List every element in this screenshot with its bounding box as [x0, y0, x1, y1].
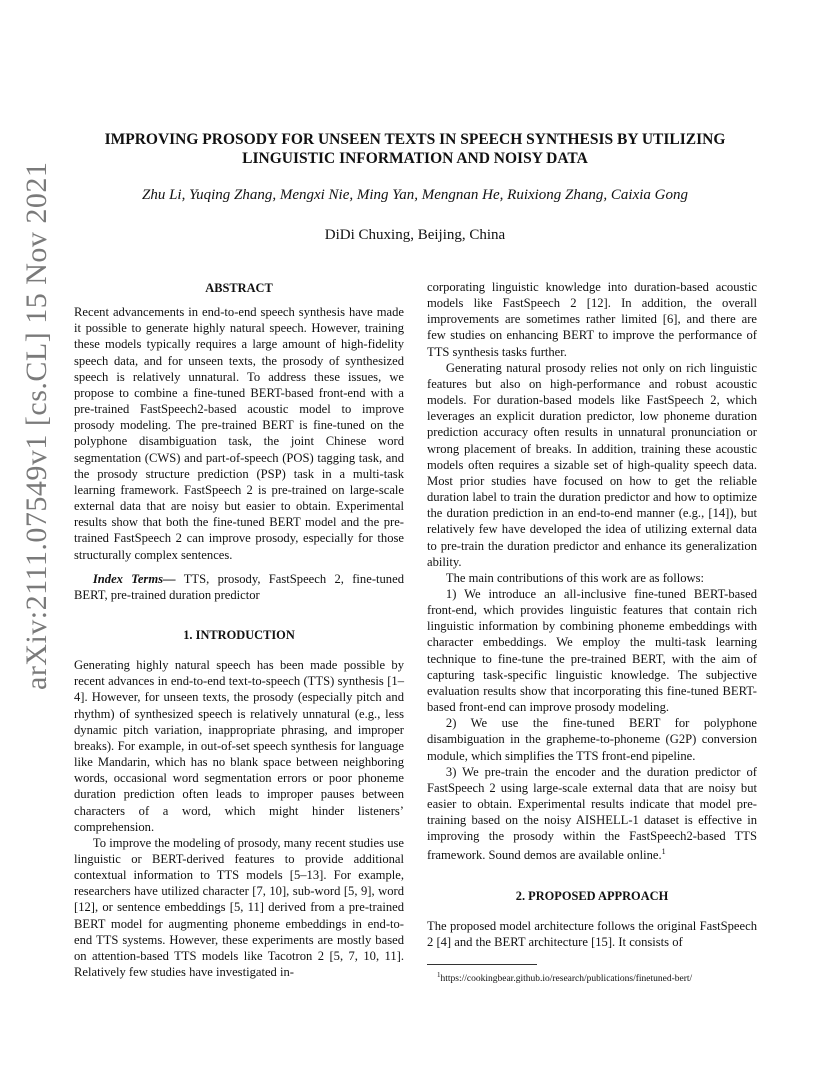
contributions-intro: The main contributions of this work are as follows: — [445, 570, 705, 585]
left-column — [74, 280, 404, 980]
approach-heading: 2. PROPOSED APPROACH — [515, 888, 669, 903]
intro-paragraph-2-continued: corporating linguistic knowledge into duration-based acoustic models like FastSpeech 2 [12]. In addition, the overall improvements are sometimes rather limited [6], and there are few studies on enhancing BERT to improve the performance of TTS synthesis tasks further. — [427, 280, 757, 359]
intro-paragraph-2: To improve the modeling of prosody, many recent studies use linguistic or BERT-derived features to provide additional contextual information to TTS models [5–13]. For example, researchers have utilized character [7, 10], sub-word [5, 9], word [12], or sentence embeddings [5, 11] derived from a pre-trained BERT model for augmenting phoneme embeddings in end-to-end TTS systems. However, these experiments are mostly based on attention-based TTS models like Tacotron 2 [5, 7, 10, 11]. Relatively few studies have investigated in- — [74, 835, 404, 980]
contribution-3-text: 3) We pre-train the encoder and the duration predictor of FastSpeech 2 using large-scale external data that are noisy but easier to obtain. Experimental results indicate that model pre-training based on the noisy AISHELL-1 dataset is effective in improving the prosody within the FastSpeech2-based TTS framework. Sound demos are available online. — [427, 764, 757, 863]
title-line-2: LINGUISTIC INFORMATION AND NOISY DATA — [242, 150, 588, 167]
contribution-2: 2) We use the fine-tuned BERT for polyphone disambiguation in the grapheme-to-phoneme (G2P) conversion module, which simplifies the TTS front-end pipeline. — [427, 716, 757, 763]
footnote-rule — [427, 964, 537, 965]
affiliation: DiDi Chuxing, Beijing, China — [324, 227, 506, 243]
abstract-heading: ABSTRACT — [205, 281, 273, 295]
contribution-1: 1) We introduce an all-inclusive fine-tuned BERT-based front-end, which provides linguistic features that contain rich linguistic information by combining phoneme embeddings with character embeddings. We employ the multi-task learning technique to fine-tune the pre-trained BERT, with the aim of capturing task-specific linguistic knowledge. The subjective evaluation results show that incorporating this fine-tuned BERT-based front-end can improve prosody modeling. — [427, 586, 757, 715]
title-line-1: IMPROVING PROSODY FOR UNSEEN TEXTS IN SPEECH SYNTHESIS BY UTILIZING — [104, 131, 726, 148]
intro-heading: 1. INTRODUCTION — [183, 627, 295, 642]
approach-paragraph: The proposed model architecture follows the original FastSpeech 2 [4] and the BERT architecture [15]. It consists of — [427, 918, 757, 950]
arxiv-stamp: arXiv:2111.07549v1 [cs.CL] 15 Nov 2021 — [20, 161, 53, 690]
index-terms-text: TTS, prosody, FastSpeech 2, fine-tuned BERT, pre-trained duration predictor — [74, 571, 404, 602]
footnote-url[interactable]: https://cookingbear.github.io/research/publications/finetuned-bert/ — [440, 974, 693, 985]
abstract-text: Recent advancements in end-to-end speech synthesis have made it possible to generate highly natural speech. However, training these models typically requires a large amount of high-fidelity speech data, and for unseen texts, the prosody of synthesized speech is relatively unnatural. To address these issues, we propose to combine a fine-tuned BERT-based front-end with a pre-trained FastSpeech2-based acoustic model to improve prosody modeling. The pre-trained BERT is fine-tuned on the polyphone disambiguation task, the joint Chinese word segmentation (CWS) and part-of-speech (POS) tagging task, and the prosody structure prediction (PSP) task in a multi-task learning framework. FastSpeech 2 is pre-trained on large-scale external data that are noisy but easier to obtain. Experimental results show that both the fine-tuned BERT model and the pre-trained FastSpeech 2 can improve prosody, especially for those structurally complex sentences. — [74, 305, 404, 562]
intro-paragraph-3: Generating natural prosody relies not only on rich linguistic features but also on high-performance and robust acoustic models. For duration-based models like FastSpeech 2, which leverages an explicit duration predictor, low phoneme duration prediction accuracy often results in unnatural pronunciation or wrong placement of breaks. In addition, training these acoustic models often requires a sizable set of high-quality speech data. Most prior studies have focused on how to get the reliable duration label to train the duration predictor and how to optimize the duration prediction in an end-to-end manner (e.g., [14]), but relatively few have developed the idea of utilizing external data to pre-train the duration predictor and enhance its generalization ability. — [427, 360, 757, 569]
right-column — [427, 279, 757, 985]
footnote — [427, 969, 757, 985]
footnote-marker[interactable]: 1 — [661, 847, 666, 857]
contribution-3 — [427, 764, 757, 864]
intro-paragraph-1: Generating highly natural speech has been made possible by recent advances in end-to-end text-to-speech (TTS) synthesis [1–4]. However, for unseen texts, the prosody (especially pitch and rhythm) of synthesized speech is relatively unnatural (e.g., less dynamic pitch variation, inappropriate phrasing, and improper breaks). For example, in out-of-set speech synthesis for language like Mandarin, which has no blank space between neighboring words, occasional word segmentation errors or poor phoneme duration prediction often leads to improper pauses between characters of a word, which might hinder listeners’ comprehension. — [74, 658, 404, 834]
footnote-mark: 1 — [437, 971, 441, 980]
index-terms — [74, 571, 404, 603]
index-terms-label: Index Terms— — [92, 571, 176, 586]
paper-title — [70, 130, 760, 168]
author-list: Zhu Li, Yuqing Zhang, Mengxi Nie, Ming Yan, Mengnan He, Ruixiong Zhang, Caixia Gong — [142, 187, 688, 203]
